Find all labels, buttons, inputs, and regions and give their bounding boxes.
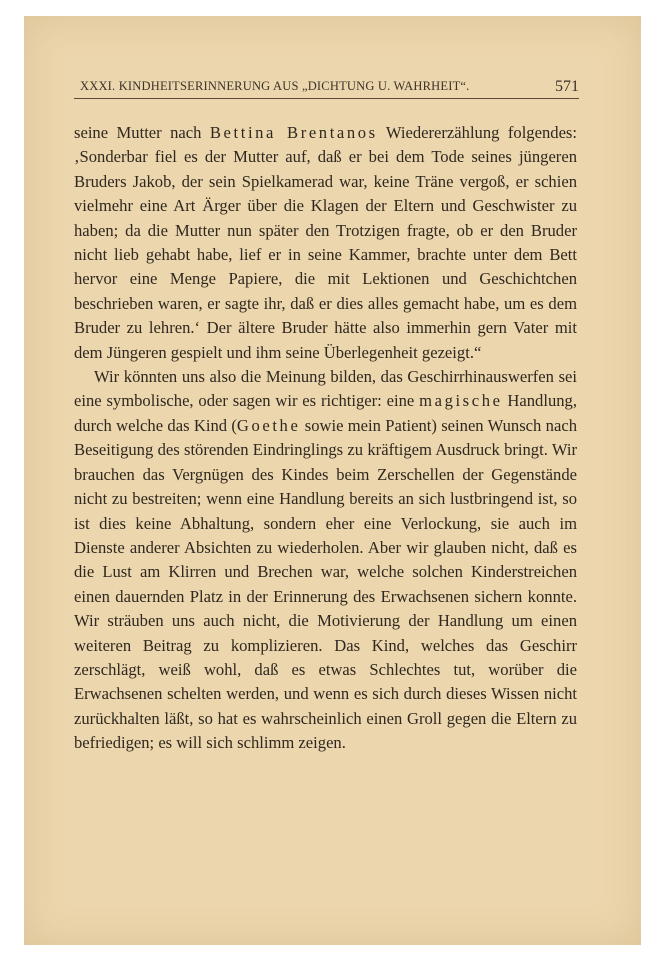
spaced-name-bettina-brentanos: Bettina Brentanos xyxy=(209,123,378,142)
spaced-word-magische: magische xyxy=(419,391,503,411)
running-header xyxy=(74,76,579,99)
paragraph xyxy=(74,365,577,756)
text-run: Handlung, durch welche das Kind ( xyxy=(74,391,577,435)
header-title: XXXI. KINDHEITSERINNERUNG AUS „DICHTUNG U. WAHRHEIT“. xyxy=(80,79,470,93)
spaced-name-goethe: Goethe xyxy=(236,415,301,435)
page-body xyxy=(74,121,577,756)
page-number: 571 xyxy=(555,78,579,95)
text-run: Wir könnten uns also die Meinung bilden, das Geschirrhinauswerfen sei eine symbolische, oder sagen wir es richtiger: eine xyxy=(74,367,577,411)
text-run: sowie mein Patient) seinen Wunsch nach Beseitigung des störenden Eindringlings zu kräftigem Ausdruck bringt. Wir brauchen das Vergnügen des Kindes beim Zerschellen der Gegenstände nicht zu bestreiten; wenn eine Handlung bereits an sich lustbringend ist, so ist dies keine Abhaltung, sondern eher eine Verlockung, sie auch im Dienste anderer Absichten zu wiederholen. Aber wir glauben nicht, daß es die Lust am Klirren und Brechen war, welche solchen Kinderstreichen einen dauernden Platz in der Erinnerung des Erwachsenen sichern konnte. Wir sträuben uns auch nicht, die Motivierung der Handlung um einen weiteren Beitrag zu komplizieren. Das Kind, welches das Geschirr zerschlägt, weiß wohl, daß es etwas Schlechtes tut, worüber die Erwachsenen schelten werden, und wenn es sich durch dieses Wissen nicht zurückhalten läßt, so hat es wahrscheinlich einen Groll gegen die Eltern zu befriedigen; es will sich schlimm zeigen. xyxy=(74,415,577,753)
text-run: seine Mutter nach xyxy=(74,123,210,142)
paragraph xyxy=(74,121,577,365)
text-run: Wiedererzählung folgendes: ‚Sonderbar fiel es der Mutter auf, daß er bei dem Tode seines jüngeren Bruders Jakob, der sein Spielkamerad war, keine Träne vergoß, er schien vielmehr eine Art Ärger über die Klagen der Eltern und Geschwister zu haben; da die Mutter nun später den Trotzigen fragte, ob er den Bruder nicht lieb gehabt habe, lief er in seine Kammer, brachte unter dem Bett hervor eine Menge Papiere, die mit Lektionen und Geschichtchen beschrieben waren, er sagte ihr, daß er dies alles gemacht habe, um es dem Bruder zu lehren.‘ Der ältere Bruder hätte also immerhin gern Vater mit dem Jüngeren gespielt und ihm seine Überlegenheit gezeigt.“ xyxy=(74,123,578,362)
book-page xyxy=(24,16,641,945)
